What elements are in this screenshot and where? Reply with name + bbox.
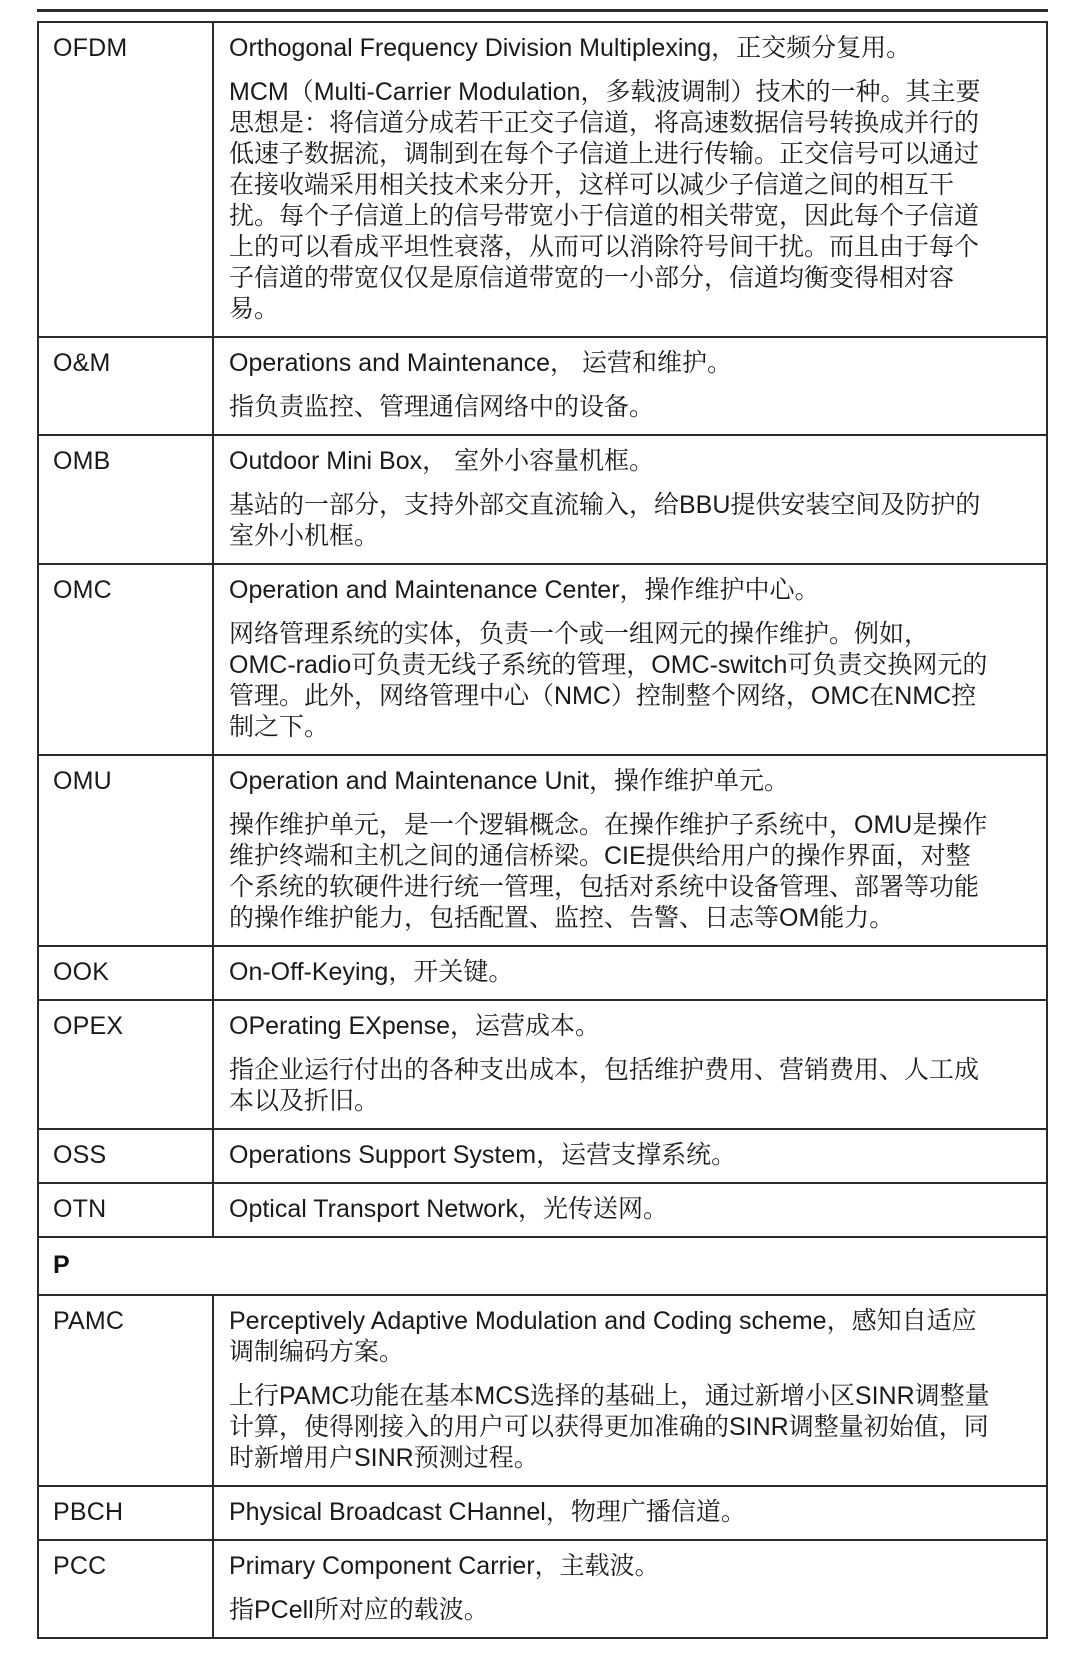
- glossary-row: [38, 435, 1047, 564]
- definition-paragraph: 上行PAMC功能在基本MCS选择的基础上，通过新增小区SINR调整量计算，使得刚接入的用户可以获得更加准确的SINR调整量初始值，同时新增用户SINR预测过程。: [229, 1382, 990, 1472]
- abbreviation-cell: OSS: [38, 1129, 213, 1183]
- definition-paragraph: On-Off-Keying，开关键。: [229, 958, 514, 986]
- glossary-row: [38, 1540, 1047, 1638]
- definition-cell: [213, 1295, 1047, 1486]
- definition-cell: [213, 755, 1047, 946]
- abbreviation-cell: PBCH: [38, 1486, 213, 1540]
- abbreviation-cell: OTN: [38, 1183, 213, 1237]
- glossary-row: [38, 337, 1047, 435]
- definition-paragraph: 指企业运行付出的各种支出成本，包括维护费用、营销费用、人工成本以及折旧。: [229, 1056, 980, 1115]
- definition-paragraph: 指PCell所对应的载波。: [229, 1596, 489, 1624]
- abbreviation-cell: PAMC: [38, 1295, 213, 1486]
- abbreviation-cell: PCC: [38, 1540, 213, 1638]
- definition-paragraph: 基站的一部分，支持外部交直流输入，给BBU提供安装空间及防护的室外小机框。: [229, 491, 981, 550]
- definition-cell: [213, 337, 1047, 435]
- definition-paragraph: OPerating EXpense，运营成本。: [229, 1012, 600, 1040]
- definition-cell: [213, 1000, 1047, 1129]
- definition-cell: [213, 564, 1047, 755]
- definition-paragraph: Operation and Maintenance Unit，操作维护单元。: [229, 767, 789, 795]
- glossary-row: [38, 1486, 1047, 1540]
- abbreviation-cell: OPEX: [38, 1000, 213, 1129]
- definition-paragraph: Operations and Maintenance， 运营和维护。: [229, 349, 732, 377]
- definition-paragraph: 网络管理系统的实体，负责一个或一组网元的操作维护。例如，OMC-radio可负责无线子系统的管理，OMC-switch可负责交换网元的管理。此外，网络管理中心（NMC）控制整个网络，OMC在NMC控制之下。: [229, 620, 988, 741]
- glossary-row: [38, 1183, 1047, 1237]
- definition-paragraph: MCM（Multi-Carrier Modulation，多载波调制）技术的一种。其主要思想是：将信道分成若干正交子信道，将高速数据信号转换成并行的低速子数据流，调制到在每个子信道上进行传输。正交信号可以通过在接收端采用相关技术来分开，这样可以减少子信道之间的相互干扰。每个子信道上的信号带宽小于信道的相关带宽，因此每个子信道上的可以看成平坦性衰落，从而可以消除符号间干扰。而且由于每个子信道的带宽仅仅是原信道带宽的一小部分，信道均衡变得相对容易。: [229, 78, 981, 323]
- definition-paragraph: Operation and Maintenance Center，操作维护中心。: [229, 576, 820, 604]
- abbreviation-cell: OMC: [38, 564, 213, 755]
- abbreviation-cell: O&M: [38, 337, 213, 435]
- definition-cell: [213, 1129, 1047, 1183]
- definition-cell: [213, 946, 1047, 1000]
- glossary-row: [38, 1129, 1047, 1183]
- definition-cell: [213, 22, 1047, 337]
- glossary-row: [38, 1295, 1047, 1486]
- definition-paragraph: Optical Transport Network，光传送网。: [229, 1195, 668, 1223]
- definition-paragraph: 指负责监控、管理通信网络中的设备。: [229, 393, 655, 421]
- glossary-row: [38, 946, 1047, 1000]
- definition-paragraph: Physical Broadcast CHannel，物理广播信道。: [229, 1498, 746, 1526]
- section-row: [38, 1237, 1047, 1295]
- definition-paragraph: Perceptively Adaptive Modulation and Coding scheme，感知自适应调制编码方案。: [229, 1307, 977, 1366]
- abbreviation-cell: OOK: [38, 946, 213, 1000]
- definition-cell: [213, 1486, 1047, 1540]
- glossary-row: [38, 22, 1047, 337]
- definition-paragraph: Primary Component Carrier，主载波。: [229, 1552, 660, 1580]
- definition-paragraph: Orthogonal Frequency Division Multiplexing，正交频分复用。: [229, 34, 912, 62]
- definition-paragraph: Outdoor Mini Box， 室外小容量机框。: [229, 447, 655, 475]
- definition-paragraph: 操作维护单元，是一个逻辑概念。在操作维护子系统中，OMU是操作维护终端和主机之间的通信桥梁。CIE提供给用户的操作界面，对整个系统的软硬件进行统一管理，包括对系统中设备管理、部署等功能的操作维护能力，包括配置、监控、告警、日志等OM能力。: [229, 811, 988, 932]
- glossary-row: [38, 1000, 1047, 1129]
- definition-cell: [213, 1540, 1047, 1638]
- glossary-row: [38, 755, 1047, 946]
- definition-cell: [213, 435, 1047, 564]
- section-header-cell: P: [38, 1237, 1047, 1295]
- glossary-row: [38, 564, 1047, 755]
- glossary-table-body: [38, 22, 1047, 1638]
- definition-cell: [213, 1183, 1047, 1237]
- abbreviation-cell: OMU: [38, 755, 213, 946]
- glossary-table: [37, 21, 1048, 1639]
- previous-row-border-fragment: [37, 9, 1048, 12]
- abbreviation-cell: OMB: [38, 435, 213, 564]
- abbreviation-cell: OFDM: [38, 22, 213, 337]
- definition-paragraph: Operations Support System，运营支撑系统。: [229, 1141, 737, 1169]
